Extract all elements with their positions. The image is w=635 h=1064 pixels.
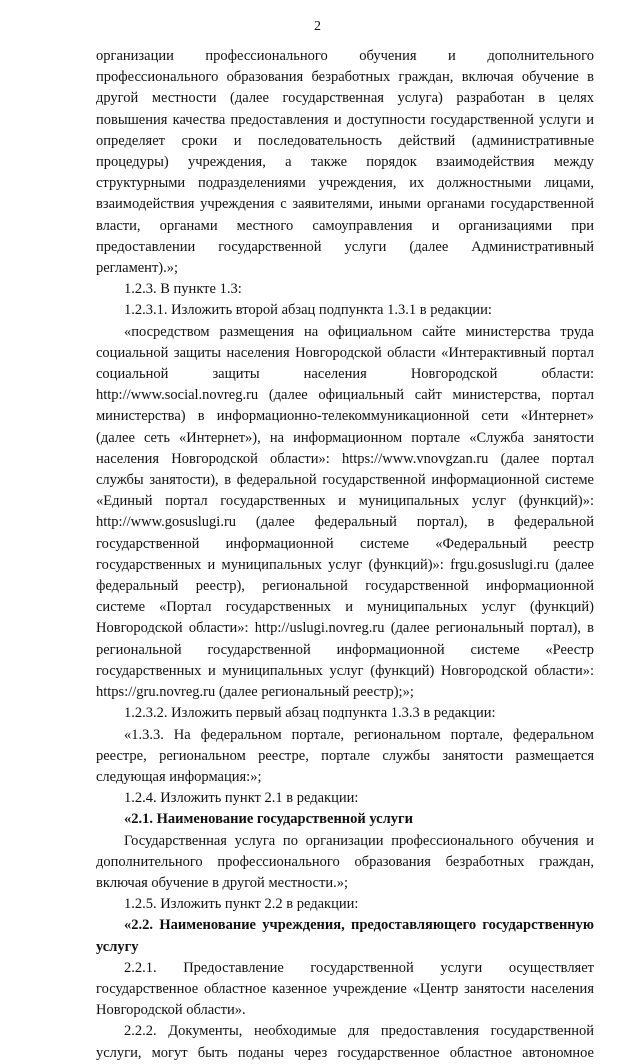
text-line: дополнительного профессионального образования безработных граждан, (96, 853, 594, 870)
text-line: определяет сроки и последовательность действий (административные (96, 132, 594, 149)
text-line: взаимодействия учреждения с заявителями, иными органами государственной (96, 196, 594, 213)
text-line: 1.2.4. Изложить пункт 2.1 в редакции: (124, 790, 359, 807)
text-line: https://gru.novreg.ru (далее региональный реестр);»; (96, 684, 414, 701)
text-line: регламент).»; (96, 260, 179, 277)
text-line: власти, органами местного самоуправления и организациями при (96, 217, 594, 234)
text-line: 1.2.3.2. Изложить первый абзац подпункта 1.3.3 в редакции: (124, 705, 496, 722)
text-line: системе «Портал государственных и муниципальных услуг (функций) (96, 599, 594, 616)
text-line: населения Новгородской области»: https://www.vnovgzan.ru (далее портал (96, 450, 594, 467)
text-line: социальной защиты населения Новгородской области «Интерактивный портал (96, 344, 594, 361)
text-line: региональной государственной информационной системе «Реестр (96, 641, 594, 658)
text-line: «1.3.3. На федеральном портале, региональном портале, федеральном (124, 726, 594, 743)
text-line: другой местности (далее государственная услуга) разработан в целях (96, 90, 594, 107)
text-line: «Единый портал государственных и муниципальных услуг (функций)»: (96, 493, 594, 510)
text-line: 1.2.3.1. Изложить второй абзац подпункта 1.3.1 в редакции: (124, 302, 492, 319)
text-line: включая обучение в другой местности.»; (96, 874, 348, 891)
text-line: услугу (96, 938, 139, 955)
text-line: Новгородской области». (96, 1002, 246, 1019)
text-line: 2.2.2. Документы, необходимые для предоставления государственной (124, 1023, 594, 1040)
text-line: Новгородской области»: http://uslugi.novreg.ru (далее региональный портал), в (96, 620, 594, 637)
text-line: 1.2.3. В пункте 1.3: (124, 281, 242, 298)
text-line: службы занятости), в федеральной государственной информационной системе (96, 472, 594, 489)
text-line: государственной информационной системе «Федеральный реестр (96, 535, 594, 552)
document-body (96, 46, 594, 1064)
text-line: http://www.social.novreg.ru (далее официальный сайт министерства, портал (96, 387, 594, 404)
text-line: реестре, региональном реестре, портале службы занятости размещается (96, 747, 594, 764)
text-line: министерства) в информационно-телекоммуникационной сети «Интернет» (96, 408, 594, 425)
text-line: 2.2.1. Предоставление государственной услуги осуществляет (124, 959, 594, 976)
text-line: Государственная услуга по организации профессионального обучения и (124, 832, 594, 849)
text-line: предоставлении государственной услуги (далее Административный (96, 238, 594, 255)
text-line: «2.2. Наименование учреждения, предоставляющего государственную (124, 917, 594, 934)
text-line: повышения качества предоставления и доступности государственной услуги и (96, 111, 594, 128)
text-line: услуги, могут быть поданы через государственное областное автономное (96, 1044, 594, 1061)
text-line: профессионального образования безработных граждан, включая обучение в (96, 69, 594, 86)
text-line: государственных и муниципальных услуг (функций)»: frgu.gosuslugi.ru (далее (96, 556, 594, 573)
text-line: структурными подразделениями учреждения, их должностными лицами, (96, 175, 594, 192)
text-line: федеральный реестр), региональной государственной информационной (96, 578, 594, 595)
text-line: процедуры) учреждения, а также порядок взаимодействия между (96, 154, 594, 171)
text-line: организации профессионального обучения и дополнительного (96, 48, 594, 64)
page-number: 2 (314, 19, 321, 34)
text-line: государственное областное казенное учреждение «Центр занятости населения (96, 980, 594, 997)
text-line: социальной защиты населения Новгородской области: (96, 366, 594, 383)
text-line: «посредством размещения на официальном сайте министерства труда (124, 323, 594, 340)
text-line: следующая информация:»; (96, 768, 262, 785)
text-line: http://www.gosuslugi.ru (далее федеральный портал), в федеральной (96, 514, 594, 531)
text-line: (далее сеть «Интернет»), на информационном портале «Служба занятости (96, 429, 594, 446)
text-line: «2.1. Наименование государственной услуги (124, 811, 413, 828)
text-line: государственных и муниципальных услуг (функций) Новгородской области»: (96, 662, 594, 679)
text-line: 1.2.5. Изложить пункт 2.2 в редакции: (124, 896, 359, 913)
